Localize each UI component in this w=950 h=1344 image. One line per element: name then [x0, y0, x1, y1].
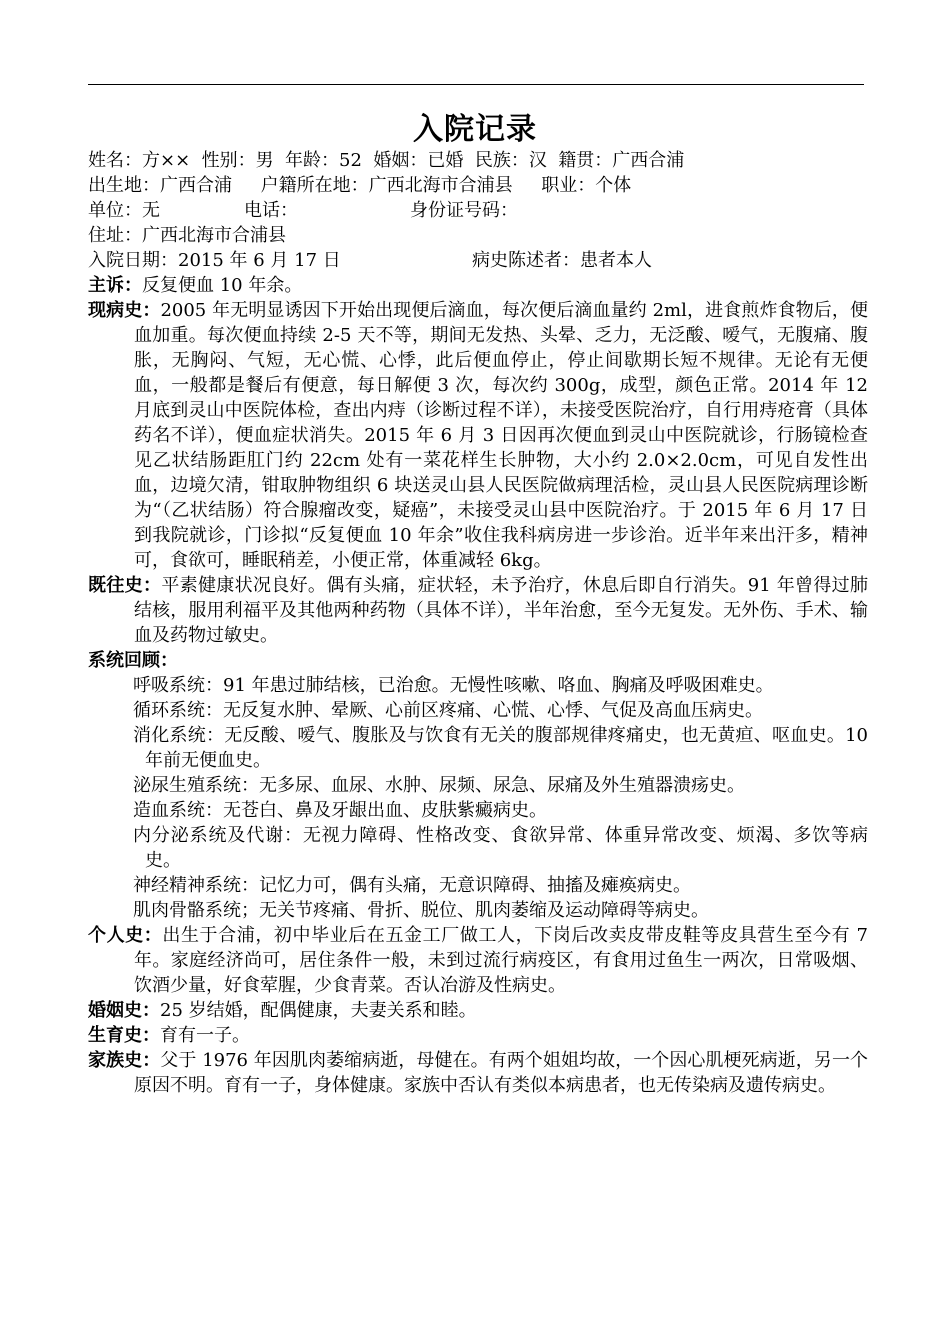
system-review-heading: 系统回顾：	[88, 650, 178, 671]
review-digestive: 消化系统：无反酸、嗳气、腹胀及与饮食有无关的腹部规律疼痛史，也无黄疸、呕血史。10 年前无便血史。	[133, 725, 868, 771]
page-title: 入院记录	[413, 112, 537, 147]
review-circulatory: 循环系统：无反复水肿、晕厥、心前区疼痛、心慌、心悸、气促及高血压病史。	[133, 700, 763, 721]
review-hematopoietic: 造血系统：无苍白、鼻及牙龈出血、皮肤紫癜病史。	[133, 800, 547, 821]
personal-history-text: 出生于合浦，初中毕业后在五金工厂做工人，下岗后改卖皮带皮鞋等皮具营生至今有 7 年。家庭经济尚可，居住条件一般，未到过流行病疫区，有食用过鱼生一两次，日常吸烟、饮酒少量，好食荤腥，少食青菜。否认冶游及性病史。	[134, 925, 869, 996]
family-history-section	[88, 1048, 868, 1098]
info-line-address	[88, 223, 868, 248]
reproductive-history-text: 育有一子。	[160, 1025, 250, 1046]
info-line-basic	[88, 148, 868, 173]
record-body	[88, 148, 868, 1098]
personal-history-section	[88, 923, 868, 998]
address-field: 住址：广西北海市合浦县	[88, 225, 286, 246]
past-history-text: 平素健康状况良好。偶有头痛，症状轻，未予治疗，休息后即自行消失。91 年曾得过肺结核，服用利福平及其他两种药物（具体不详），半年治愈，至今无复发。无外伤、手术、输血及药物过敏史。	[134, 575, 869, 646]
review-neuro: 神经精神系统：记忆力可，偶有头痛，无意识障碍、抽搐及瘫痪病史。	[133, 875, 691, 896]
admission-date: 入院日期：2015 年 6 月 17 日	[88, 250, 341, 271]
info-line-birthplace	[88, 173, 868, 198]
review-musculoskeletal: 肌肉骨骼系统；无关节疼痛、骨折、脱位、肌肉萎缩及运动障碍等病史。	[133, 900, 709, 921]
present-illness-section	[88, 298, 868, 573]
marital-history-text: 25 岁结婚，配偶健康，夫妻关系和睦。	[160, 1000, 477, 1021]
header-rule	[88, 84, 864, 85]
phone-field: 电话：	[244, 200, 298, 221]
patient-basic-info: 姓名：方×× 性别：男 年龄：52 婚姻：已婚 民族：汉 籍贯：广西合浦	[88, 150, 685, 171]
past-history-section	[88, 573, 868, 648]
reproductive-history-section	[88, 1023, 868, 1048]
info-line-admission	[88, 248, 868, 273]
personal-history-label: 个人史：	[88, 925, 163, 946]
info-line-contact	[88, 198, 868, 223]
id-number-field: 身份证号码：	[410, 200, 518, 221]
reproductive-history-label: 生育史：	[88, 1025, 160, 1046]
family-history-label: 家族史：	[88, 1050, 161, 1071]
present-illness-text: 2005 年无明显诱因下开始出现便后滴血，每次便后滴血量约 2ml，进食煎炸食物后，便血加重。每次便血持续 2-5 天不等，期间无发热、头晕、乏力，无泛酸、嗳气，无腹痛、腹胀，无胸闷、气短，无心慌、心悸，此后便血停止，停止间歇期长短不规律。无论有无便血，一般都是餐后有便意，每日解便 3 次，每次约 300g，成型，颜色正常。2014 年 12 月底到灵山中医院体检，查出内痔（诊断过程不详），未接受医院治疗，自行用痔疮膏（具体药名不详），便血症状消失。2015 年 6 月 3 日因再次便血到灵山中医院就诊，行肠镜检查见乙状结肠距肛门约 22cm 处有一菜花样生长肿物，大小约 2.0×2.0cm，可见自发性出血，边境欠清，钳取肿物组织 6 块送灵山县人民医院做病理活检，灵山县人民医院病理诊断为“（乙状结肠）符合腺瘤改变，疑癌”，未接受灵山县中医院治疗。于 2015 年 6 月 17 日到我院就诊，门诊拟“反复便血 10 年余”收住我科病房进一步诊治。近半年来出汗多，精神可，食欲可，睡眠稍差，小便正常，体重减轻 6kg。	[134, 300, 869, 571]
chief-complaint-section	[88, 273, 868, 298]
review-respiratory: 呼吸系统：91 年患过肺结核，已治愈。无慢性咳嗽、咯血、胸痛及呼吸困难史。	[133, 675, 774, 696]
chief-complaint-label: 主诉：	[88, 275, 142, 296]
present-illness-label: 现病史：	[88, 300, 161, 321]
birthplace-info: 出生地：广西合浦 户籍所在地：广西北海市合浦县 职业：个体	[88, 175, 632, 196]
review-urogenital: 泌尿生殖系统：无多尿、血尿、水肿、尿频、尿急、尿痛及外生殖器溃疡史。	[133, 775, 745, 796]
family-history-text: 父于 1976 年因肌肉萎缩病逝，母健在。有两个姐姐均故，一个因心肌梗死病逝，另一个原因不明。育有一子，身体健康。家族中否认有类似本病患者，也无传染病及遗传病史。	[134, 1050, 869, 1096]
history-narrator: 病史陈述者：患者本人	[472, 250, 652, 271]
past-history-label: 既往史：	[88, 575, 162, 596]
marital-history-label: 婚姻史：	[88, 1000, 160, 1021]
unit-field: 单位：无	[88, 200, 160, 221]
marital-history-section	[88, 998, 868, 1023]
chief-complaint-text: 反复便血 10 年余。	[142, 275, 303, 296]
review-endocrine: 内分泌系统及代谢：无视力障碍、性格改变、食欲异常、体重异常改变、烦渴、多饮等病史。	[133, 825, 868, 871]
